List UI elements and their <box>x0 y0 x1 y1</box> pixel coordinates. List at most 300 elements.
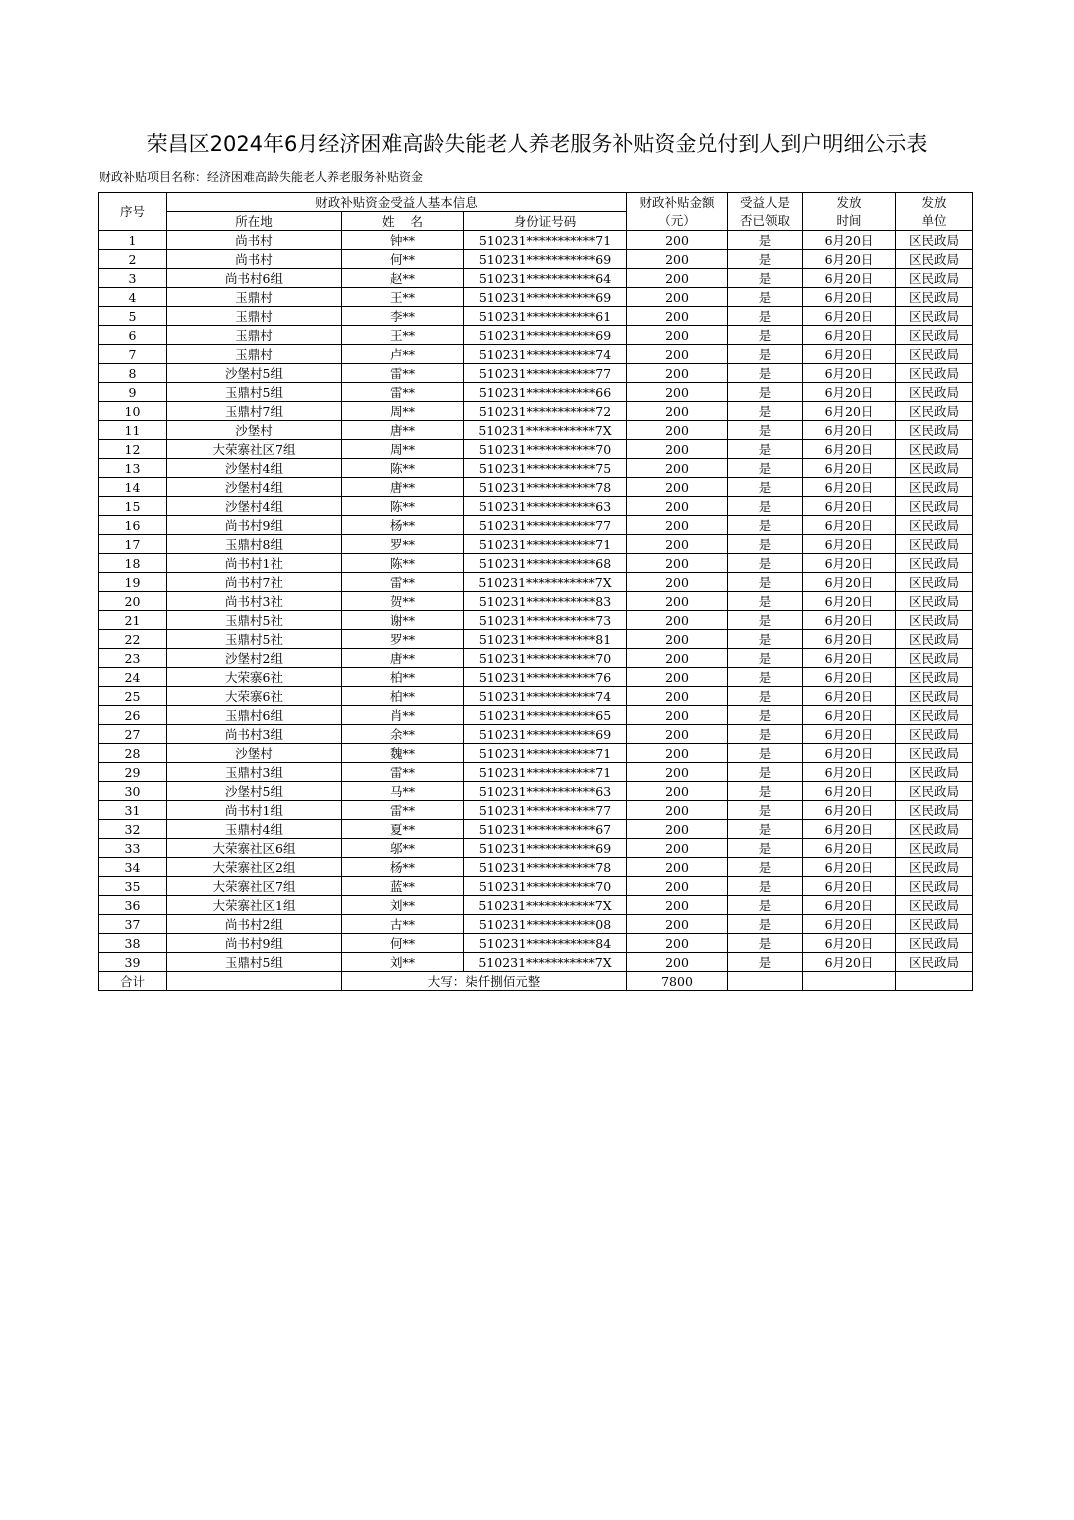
cell-name: 柏** <box>342 668 464 687</box>
cell-location: 大荣寨社区7组 <box>167 877 342 896</box>
cell-amount: 200 <box>627 763 728 782</box>
cell-date: 6月20日 <box>803 269 896 288</box>
header-name: 姓 名 <box>342 212 464 231</box>
cell-received: 是 <box>728 953 803 972</box>
cell-received: 是 <box>728 801 803 820</box>
cell-seq: 11 <box>99 421 167 440</box>
cell-date: 6月20日 <box>803 706 896 725</box>
cell-name: 钟** <box>342 231 464 250</box>
cell-name: 雷** <box>342 763 464 782</box>
cell-unit: 区民政局 <box>896 573 973 592</box>
cell-date: 6月20日 <box>803 516 896 535</box>
cell-amount: 200 <box>627 516 728 535</box>
cell-unit: 区民政局 <box>896 592 973 611</box>
cell-date: 6月20日 <box>803 953 896 972</box>
total-capital-amount: 大写：柒仟捌佰元整 <box>342 972 627 991</box>
cell-seq: 25 <box>99 687 167 706</box>
cell-id-number: 510231***********71 <box>464 763 627 782</box>
table-row <box>99 820 973 839</box>
table-row <box>99 877 973 896</box>
cell-amount: 200 <box>627 497 728 516</box>
cell-id-number: 510231***********71 <box>464 231 627 250</box>
header-received-top: 受益人是 <box>728 193 803 212</box>
cell-amount: 200 <box>627 345 728 364</box>
cell-seq: 20 <box>99 592 167 611</box>
cell-unit: 区民政局 <box>896 497 973 516</box>
cell-location: 玉鼎村4组 <box>167 820 342 839</box>
cell-amount: 200 <box>627 877 728 896</box>
cell-amount: 200 <box>627 250 728 269</box>
cell-date: 6月20日 <box>803 763 896 782</box>
cell-location: 沙堡村4组 <box>167 497 342 516</box>
cell-unit: 区民政局 <box>896 440 973 459</box>
cell-id-number: 510231***********71 <box>464 535 627 554</box>
cell-seq: 33 <box>99 839 167 858</box>
cell-id-number: 510231***********69 <box>464 839 627 858</box>
cell-location: 大荣寨社区7组 <box>167 440 342 459</box>
cell-location: 沙堡村5组 <box>167 364 342 383</box>
cell-amount: 200 <box>627 744 728 763</box>
cell-seq: 16 <box>99 516 167 535</box>
cell-amount: 200 <box>627 934 728 953</box>
table-row <box>99 345 973 364</box>
cell-seq: 35 <box>99 877 167 896</box>
cell-unit: 区民政局 <box>896 307 973 326</box>
header-amount-bottom: （元） <box>627 212 728 231</box>
cell-seq: 36 <box>99 896 167 915</box>
cell-received: 是 <box>728 307 803 326</box>
cell-location: 玉鼎村5组 <box>167 953 342 972</box>
cell-date: 6月20日 <box>803 554 896 573</box>
cell-date: 6月20日 <box>803 250 896 269</box>
project-name-line: 财政补贴项目名称：经济困难高龄失能老人养老服务补贴资金 <box>99 170 424 184</box>
cell-seq: 21 <box>99 611 167 630</box>
cell-location: 尚书村7社 <box>167 573 342 592</box>
cell-location: 沙堡村4组 <box>167 478 342 497</box>
cell-seq: 27 <box>99 725 167 744</box>
cell-name: 马** <box>342 782 464 801</box>
cell-amount: 200 <box>627 269 728 288</box>
cell-location: 尚书村 <box>167 231 342 250</box>
cell-amount: 200 <box>627 478 728 497</box>
cell-id-number: 510231***********77 <box>464 516 627 535</box>
cell-id-number: 510231***********69 <box>464 725 627 744</box>
cell-received: 是 <box>728 345 803 364</box>
cell-seq: 18 <box>99 554 167 573</box>
cell-amount: 200 <box>627 706 728 725</box>
cell-amount: 200 <box>627 307 728 326</box>
cell-location: 玉鼎村 <box>167 326 342 345</box>
cell-unit: 区民政局 <box>896 820 973 839</box>
cell-location: 尚书村1社 <box>167 554 342 573</box>
cell-id-number: 510231***********68 <box>464 554 627 573</box>
cell-received: 是 <box>728 858 803 877</box>
table-row <box>99 440 973 459</box>
cell-seq: 10 <box>99 402 167 421</box>
cell-name: 雷** <box>342 364 464 383</box>
cell-name: 刘** <box>342 953 464 972</box>
cell-amount: 200 <box>627 649 728 668</box>
cell-unit: 区民政局 <box>896 801 973 820</box>
cell-date: 6月20日 <box>803 877 896 896</box>
cell-name: 杨** <box>342 858 464 877</box>
cell-unit: 区民政局 <box>896 915 973 934</box>
cell-received: 是 <box>728 877 803 896</box>
cell-received: 是 <box>728 744 803 763</box>
cell-id-number: 510231***********72 <box>464 402 627 421</box>
cell-name: 夏** <box>342 820 464 839</box>
table-row <box>99 611 973 630</box>
cell-date: 6月20日 <box>803 592 896 611</box>
cell-received: 是 <box>728 459 803 478</box>
cell-seq: 15 <box>99 497 167 516</box>
table-row <box>99 478 973 497</box>
cell-date: 6月20日 <box>803 573 896 592</box>
table-row <box>99 915 973 934</box>
cell-date: 6月20日 <box>803 307 896 326</box>
disbursement-table <box>98 192 973 991</box>
cell-id-number: 510231***********7X <box>464 953 627 972</box>
cell-amount: 200 <box>627 630 728 649</box>
table-row <box>99 858 973 877</box>
cell-id-number: 510231***********69 <box>464 250 627 269</box>
cell-date: 6月20日 <box>803 934 896 953</box>
cell-date: 6月20日 <box>803 896 896 915</box>
cell-name: 何** <box>342 934 464 953</box>
cell-name: 陈** <box>342 459 464 478</box>
cell-id-number: 510231***********83 <box>464 592 627 611</box>
cell-id-number: 510231***********73 <box>464 611 627 630</box>
cell-unit: 区民政局 <box>896 402 973 421</box>
cell-location: 沙堡村2组 <box>167 649 342 668</box>
cell-location: 玉鼎村5组 <box>167 383 342 402</box>
table-row <box>99 953 973 972</box>
cell-name: 杨** <box>342 516 464 535</box>
cell-seq: 22 <box>99 630 167 649</box>
table-row <box>99 554 973 573</box>
cell-date: 6月20日 <box>803 364 896 383</box>
cell-date: 6月20日 <box>803 326 896 345</box>
cell-unit: 区民政局 <box>896 611 973 630</box>
cell-location: 玉鼎村7组 <box>167 402 342 421</box>
cell-received: 是 <box>728 630 803 649</box>
cell-id-number: 510231***********84 <box>464 934 627 953</box>
cell-unit: 区民政局 <box>896 858 973 877</box>
cell-name: 陈** <box>342 554 464 573</box>
cell-received: 是 <box>728 497 803 516</box>
cell-unit: 区民政局 <box>896 744 973 763</box>
cell-id-number: 510231***********74 <box>464 345 627 364</box>
cell-unit: 区民政局 <box>896 345 973 364</box>
cell-received: 是 <box>728 706 803 725</box>
table-row <box>99 668 973 687</box>
cell-date: 6月20日 <box>803 231 896 250</box>
cell-unit: 区民政局 <box>896 326 973 345</box>
cell-seq: 39 <box>99 953 167 972</box>
cell-date: 6月20日 <box>803 687 896 706</box>
header-beneficiary-info: 财政补贴资金受益人基本信息 <box>167 193 627 212</box>
cell-seq: 14 <box>99 478 167 497</box>
cell-name: 雷** <box>342 383 464 402</box>
cell-name: 雷** <box>342 573 464 592</box>
cell-id-number: 510231***********08 <box>464 915 627 934</box>
cell-seq: 23 <box>99 649 167 668</box>
cell-name: 周** <box>342 402 464 421</box>
cell-unit: 区民政局 <box>896 554 973 573</box>
table-row <box>99 706 973 725</box>
cell-date: 6月20日 <box>803 858 896 877</box>
cell-amount: 200 <box>627 611 728 630</box>
cell-name: 赵** <box>342 269 464 288</box>
cell-received: 是 <box>728 402 803 421</box>
cell-id-number: 510231***********74 <box>464 687 627 706</box>
table-row <box>99 326 973 345</box>
cell-seq: 3 <box>99 269 167 288</box>
cell-name: 罗** <box>342 630 464 649</box>
cell-name: 周** <box>342 440 464 459</box>
cell-location: 玉鼎村5社 <box>167 611 342 630</box>
header-unit-bottom: 单位 <box>896 212 973 231</box>
cell-name: 唐** <box>342 421 464 440</box>
cell-name: 卢** <box>342 345 464 364</box>
cell-unit: 区民政局 <box>896 516 973 535</box>
cell-amount: 200 <box>627 326 728 345</box>
table-row <box>99 573 973 592</box>
cell-location: 尚书村2组 <box>167 915 342 934</box>
header-location: 所在地 <box>167 212 342 231</box>
cell-location: 尚书村3组 <box>167 725 342 744</box>
cell-amount: 200 <box>627 231 728 250</box>
cell-id-number: 510231***********63 <box>464 497 627 516</box>
cell-location: 大荣寨6社 <box>167 687 342 706</box>
cell-location: 尚书村6组 <box>167 269 342 288</box>
cell-amount: 200 <box>627 953 728 972</box>
cell-id-number: 510231***********70 <box>464 440 627 459</box>
table-row <box>99 630 973 649</box>
cell-received: 是 <box>728 269 803 288</box>
cell-date: 6月20日 <box>803 782 896 801</box>
cell-name: 唐** <box>342 649 464 668</box>
cell-id-number: 510231***********65 <box>464 706 627 725</box>
cell-name: 王** <box>342 288 464 307</box>
table-row <box>99 307 973 326</box>
cell-date: 6月20日 <box>803 459 896 478</box>
cell-id-number: 510231***********70 <box>464 877 627 896</box>
cell-name: 唐** <box>342 478 464 497</box>
cell-seq: 31 <box>99 801 167 820</box>
cell-received: 是 <box>728 478 803 497</box>
cell-id-number: 510231***********66 <box>464 383 627 402</box>
cell-unit: 区民政局 <box>896 459 973 478</box>
cell-id-number: 510231***********67 <box>464 820 627 839</box>
cell-name: 古** <box>342 915 464 934</box>
cell-date: 6月20日 <box>803 630 896 649</box>
cell-name: 余** <box>342 725 464 744</box>
cell-date: 6月20日 <box>803 288 896 307</box>
cell-amount: 200 <box>627 820 728 839</box>
cell-name: 罗** <box>342 535 464 554</box>
cell-seq: 19 <box>99 573 167 592</box>
total-empty-cell <box>896 972 973 991</box>
cell-name: 陈** <box>342 497 464 516</box>
cell-location: 沙堡村 <box>167 744 342 763</box>
cell-received: 是 <box>728 440 803 459</box>
total-amount: 7800 <box>627 972 728 991</box>
table-row <box>99 364 973 383</box>
cell-name: 刘** <box>342 896 464 915</box>
cell-seq: 32 <box>99 820 167 839</box>
table-row <box>99 725 973 744</box>
cell-location: 尚书村9组 <box>167 516 342 535</box>
cell-name: 李** <box>342 307 464 326</box>
cell-amount: 200 <box>627 288 728 307</box>
cell-received: 是 <box>728 326 803 345</box>
table-row <box>99 592 973 611</box>
cell-received: 是 <box>728 516 803 535</box>
cell-unit: 区民政局 <box>896 934 973 953</box>
cell-received: 是 <box>728 573 803 592</box>
cell-name: 蓝** <box>342 877 464 896</box>
cell-location: 尚书村 <box>167 250 342 269</box>
cell-date: 6月20日 <box>803 497 896 516</box>
cell-received: 是 <box>728 782 803 801</box>
header-amount-top: 财政补贴金额 <box>627 193 728 212</box>
cell-amount: 200 <box>627 402 728 421</box>
cell-unit: 区民政局 <box>896 478 973 497</box>
cell-location: 沙堡村5组 <box>167 782 342 801</box>
cell-unit: 区民政局 <box>896 535 973 554</box>
cell-id-number: 510231***********75 <box>464 459 627 478</box>
cell-unit: 区民政局 <box>896 649 973 668</box>
cell-received: 是 <box>728 725 803 744</box>
cell-id-number: 510231***********7X <box>464 573 627 592</box>
cell-location: 沙堡村4组 <box>167 459 342 478</box>
table-row <box>99 744 973 763</box>
cell-date: 6月20日 <box>803 440 896 459</box>
header-id-number: 身份证号码 <box>464 212 627 231</box>
cell-location: 尚书村1组 <box>167 801 342 820</box>
cell-received: 是 <box>728 649 803 668</box>
cell-received: 是 <box>728 592 803 611</box>
cell-name: 贺** <box>342 592 464 611</box>
cell-date: 6月20日 <box>803 801 896 820</box>
cell-amount: 200 <box>627 383 728 402</box>
cell-amount: 200 <box>627 440 728 459</box>
table-row <box>99 801 973 820</box>
cell-received: 是 <box>728 535 803 554</box>
table-row <box>99 782 973 801</box>
cell-date: 6月20日 <box>803 820 896 839</box>
cell-id-number: 510231***********78 <box>464 858 627 877</box>
cell-received: 是 <box>728 687 803 706</box>
cell-date: 6月20日 <box>803 402 896 421</box>
cell-location: 沙堡村 <box>167 421 342 440</box>
cell-unit: 区民政局 <box>896 706 973 725</box>
cell-unit: 区民政局 <box>896 953 973 972</box>
cell-date: 6月20日 <box>803 668 896 687</box>
table-row <box>99 687 973 706</box>
cell-seq: 8 <box>99 364 167 383</box>
cell-location: 玉鼎村 <box>167 345 342 364</box>
cell-date: 6月20日 <box>803 611 896 630</box>
cell-received: 是 <box>728 364 803 383</box>
cell-received: 是 <box>728 421 803 440</box>
cell-date: 6月20日 <box>803 478 896 497</box>
cell-date: 6月20日 <box>803 535 896 554</box>
page-title: 荣昌区2024年6月经济困难高龄失能老人养老服务补贴资金兑付到人到户明细公示表 <box>146 132 928 156</box>
cell-seq: 34 <box>99 858 167 877</box>
table-row <box>99 649 973 668</box>
cell-amount: 200 <box>627 858 728 877</box>
cell-amount: 200 <box>627 554 728 573</box>
total-label: 合计 <box>99 972 167 991</box>
header-seq: 序号 <box>99 193 167 231</box>
cell-seq: 37 <box>99 915 167 934</box>
cell-id-number: 510231***********70 <box>464 649 627 668</box>
cell-received: 是 <box>728 250 803 269</box>
cell-unit: 区民政局 <box>896 250 973 269</box>
cell-amount: 200 <box>627 535 728 554</box>
cell-location: 玉鼎村 <box>167 307 342 326</box>
cell-seq: 4 <box>99 288 167 307</box>
cell-name: 雷** <box>342 801 464 820</box>
cell-name: 柏** <box>342 687 464 706</box>
table-row <box>99 421 973 440</box>
cell-unit: 区民政局 <box>896 383 973 402</box>
cell-id-number: 510231***********64 <box>464 269 627 288</box>
cell-location: 大荣寨6社 <box>167 668 342 687</box>
cell-received: 是 <box>728 611 803 630</box>
cell-location: 尚书村9组 <box>167 934 342 953</box>
cell-seq: 12 <box>99 440 167 459</box>
header-received-bottom: 否已领取 <box>728 212 803 231</box>
table-row <box>99 763 973 782</box>
total-empty-cell <box>728 972 803 991</box>
cell-amount: 200 <box>627 573 728 592</box>
cell-received: 是 <box>728 896 803 915</box>
cell-amount: 200 <box>627 421 728 440</box>
cell-unit: 区民政局 <box>896 725 973 744</box>
cell-date: 6月20日 <box>803 839 896 858</box>
cell-received: 是 <box>728 668 803 687</box>
cell-location: 玉鼎村5社 <box>167 630 342 649</box>
cell-location: 尚书村3社 <box>167 592 342 611</box>
cell-amount: 200 <box>627 801 728 820</box>
table-row <box>99 839 973 858</box>
cell-date: 6月20日 <box>803 725 896 744</box>
cell-seq: 9 <box>99 383 167 402</box>
table-row <box>99 497 973 516</box>
cell-unit: 区民政局 <box>896 782 973 801</box>
cell-amount: 200 <box>627 839 728 858</box>
cell-received: 是 <box>728 934 803 953</box>
cell-seq: 6 <box>99 326 167 345</box>
cell-seq: 24 <box>99 668 167 687</box>
cell-amount: 200 <box>627 364 728 383</box>
header-date-bottom: 时间 <box>803 212 896 231</box>
cell-id-number: 510231***********7X <box>464 421 627 440</box>
cell-seq: 30 <box>99 782 167 801</box>
cell-location: 大荣寨社区6组 <box>167 839 342 858</box>
cell-amount: 200 <box>627 459 728 478</box>
table-row <box>99 250 973 269</box>
table-row <box>99 896 973 915</box>
cell-id-number: 510231***********7X <box>464 896 627 915</box>
cell-id-number: 510231***********63 <box>464 782 627 801</box>
cell-name: 何** <box>342 250 464 269</box>
cell-seq: 5 <box>99 307 167 326</box>
cell-unit: 区民政局 <box>896 839 973 858</box>
